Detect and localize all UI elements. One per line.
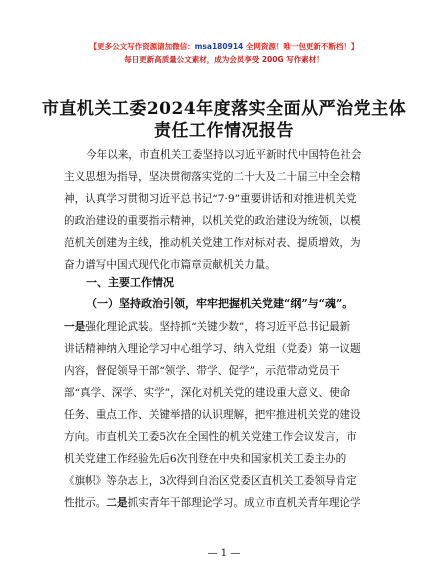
body-text: 性批示。 (64, 497, 107, 509)
body-line: 内容，督促领导干部“领学、带学、促学”，示范带动党员干 (64, 365, 340, 377)
promo-text-part3: 全网资源！唯一包更新不断档！】 (243, 42, 359, 51)
body-paragraph (64, 316, 392, 514)
body-text: 抓实青年干部理论学习。成立市直机关青年理论学 (127, 497, 361, 509)
intro-line: 奋力谱写中国式现代化市篇章贡献机关力量。 (64, 259, 276, 271)
intro-line: 范机关创建为主线，推动机关党建工作对标对表、提质增效，为 (64, 237, 361, 249)
body-text: 强化理论武装。坚持抓“关键少数”，将习近平总书记最新 (85, 321, 351, 333)
point-marker: 一是 (64, 321, 86, 333)
body-line: 方向。市直机关工委5次在全国性的机关党建工作会议发言，市 (64, 431, 357, 443)
document-title-line2: 责任工作情况报告 (154, 121, 294, 141)
intro-line: 神，认真学习贯彻习近平总书记“7·9”重要讲话和对推进机关党 (64, 193, 357, 205)
promo-wechat-id: msa180914 (194, 42, 244, 51)
intro-line: 的政治建设的重要指示精神，以机关党的政治建设为统领，以模 (64, 215, 361, 227)
body-line: 部“真学、深学、实学”，深化对机关党的建设重大意义、使命 (64, 387, 351, 399)
subsection-heading: （一）坚持政治引领，牢牢把握机关党建“纲”与“魂”。 (86, 297, 354, 310)
intro-line: 今年以来，市直机关工委坚持以习近平新时代中国特色社会 (86, 149, 362, 161)
point-marker: 二是 (106, 497, 128, 509)
page-number: — 1 — (207, 548, 241, 559)
intro-paragraph (64, 144, 392, 276)
promo-text-part1: 【更多公文写作资源请加微信： (89, 42, 195, 51)
body-line: 《旗帜》等杂志上，3次得到自治区党委区直机关工委领导肯定 (64, 475, 357, 487)
body-line: 任务、重点工作、关键举措的认识理解，把牢推进机关党的建设 (64, 409, 361, 421)
intro-line: 主义思想为指导，坚决贯彻落实党的二十大及二十届三中全会精 (64, 171, 361, 183)
body-line: 讲话精神纳入理论学习中心组学习、纳入党组（党委）第一议题 (64, 343, 361, 355)
promo-banner-line1 (0, 41, 448, 52)
promo-banner-line2: 每日更新高质量公文素材，成为会员享受 200G 写作素材！ (124, 55, 324, 64)
body-line: 机关党建工作经验先后6次刊登在中央和国家机关工委主办的 (64, 453, 347, 465)
section-heading: 一、主要工作情况 (86, 276, 174, 289)
document-title-line1: 市直机关工委2024年度落实全面从严治党主体 (41, 99, 407, 119)
